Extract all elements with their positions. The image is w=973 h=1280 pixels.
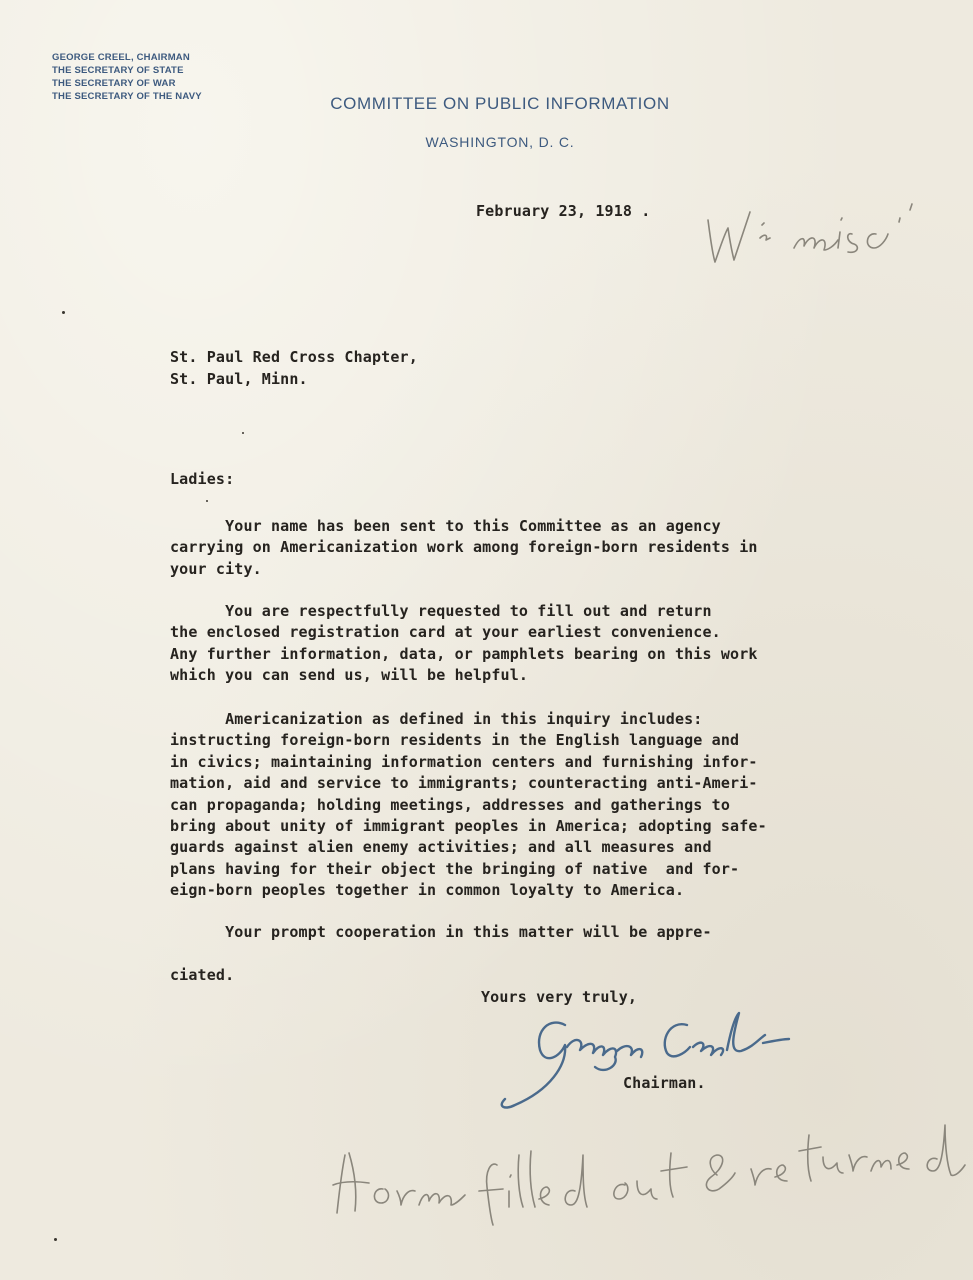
paragraph-1-line: carrying on Americanization work among foreign-born residents in bbox=[170, 538, 758, 557]
paragraph-1-line: Your name has been sent to this Committee as an agency bbox=[170, 517, 721, 535]
paragraph-2-line: Any further information, data, or pamphlets bearing on this work bbox=[170, 644, 758, 663]
official-chairman: GEORGE CREEL, CHAIRMAN bbox=[52, 52, 190, 63]
paragraph-4-line-1: Your prompt cooperation in this matter will be appre- bbox=[170, 923, 712, 941]
paragraph-3-line: eign-born peoples together in common loyalty to America. bbox=[170, 881, 685, 900]
recipient-line-1: St. Paul Red Cross Chapter, bbox=[170, 348, 418, 366]
paragraph-3-line: bring about unity of immigrant peoples in America; adopting safe- bbox=[170, 817, 767, 836]
paper-speck bbox=[242, 432, 244, 434]
pencil-annotation-bottom bbox=[325, 1095, 970, 1230]
paragraph-3-line: plans having for their object the bringing of native and for- bbox=[170, 859, 740, 878]
paragraph-3-line: in civics; maintaining information centers and furnishing infor- bbox=[170, 752, 758, 771]
pencil-annotation-top bbox=[700, 190, 940, 280]
paragraph-2-line: the enclosed registration card at your earliest convenience. bbox=[170, 623, 721, 642]
paper-speck bbox=[54, 1238, 57, 1241]
paragraph-2-line: which you can send us, will be helpful. bbox=[170, 666, 529, 685]
paragraph-2-line: You are respectfully requested to fill out and return bbox=[170, 602, 712, 620]
paragraph-1 bbox=[170, 516, 758, 580]
paragraph-2 bbox=[170, 601, 758, 687]
organization-location: WASHINGTON, D. C. bbox=[425, 134, 575, 150]
paragraph-3-line: instructing foreign-born residents in the English language and bbox=[170, 731, 740, 750]
official-state: THE SECRETARY OF STATE bbox=[52, 65, 184, 76]
paper-speck bbox=[206, 500, 208, 502]
recipient-line-2: St. Paul, Minn. bbox=[170, 370, 308, 388]
salutation: Ladies: bbox=[170, 470, 235, 488]
official-war: THE SECRETARY OF WAR bbox=[52, 78, 176, 89]
paragraph-3-line: can propaganda; holding meetings, addresses and gatherings to bbox=[170, 795, 731, 814]
letter-date: February 23, 1918 . bbox=[476, 202, 651, 220]
paragraph-3-line: mation, aid and service to immigrants; counteracting anti-Ameri- bbox=[170, 774, 758, 793]
paper-speck bbox=[62, 311, 65, 314]
complimentary-close: Yours very truly, bbox=[481, 988, 638, 1006]
paragraph-3-line: guards against alien enemy activities; and all measures and bbox=[170, 838, 712, 857]
signatory-title: Chairman. bbox=[623, 1074, 706, 1092]
paragraph-1-line: your city. bbox=[170, 559, 262, 578]
paragraph-3 bbox=[170, 709, 767, 902]
paragraph-3-line: Americanization as defined in this inquiry includes: bbox=[170, 710, 703, 728]
official-navy: THE SECRETARY OF THE NAVY bbox=[52, 91, 202, 102]
paragraph-4-line-2: ciated. bbox=[170, 966, 235, 984]
organization-name: COMMITTEE ON PUBLIC INFORMATION bbox=[330, 94, 670, 113]
